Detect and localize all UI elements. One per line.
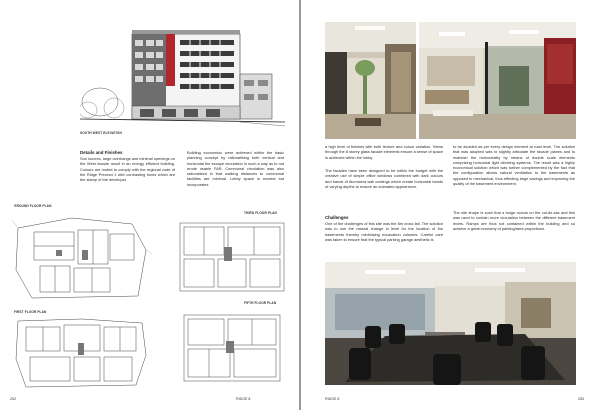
- elevation-caption: SOUTH WEST ELEVATION: [80, 131, 122, 135]
- office-interior-photo: [419, 22, 576, 139]
- lobby-photo: [325, 22, 416, 139]
- right-page: [301, 0, 600, 410]
- third-floor-plan-label: THIRD FLOOR PLAN: [244, 211, 277, 215]
- south-west-elevation-drawing: [80, 14, 285, 129]
- right-col1-facades: The facades have been designed to be within the budget with the creative use of simple office windows combined with dark colours and bands of Alumicera wall coatings which create horizontal bands of varying depths to ensure an animated appearance.: [325, 168, 443, 189]
- details-paragraph-col1: Sun louvres, large overhangs and minimal openings on the West facade result in an energy efficient building. Colours are muted to comply with the regional code of the Ridge Precinct 1 with contrasting tones which are the stamp of the developer.: [80, 156, 175, 183]
- folio-number-right: 253: [578, 397, 584, 401]
- ground-floor-plan-label: GROUND FLOOR PLAN: [14, 204, 52, 208]
- fifth-floor-plan-drawing: [176, 307, 288, 387]
- right-col1-intro: a high level of finishes with both texture and colour variation. Views through the 8 storey glass facade elements ensure a sense of space is achieved within the lobby.: [325, 144, 443, 160]
- left-page: [0, 0, 299, 410]
- right-col2-paragraph2: The site shape is such that a bulge occurs on the cul-de-sac and this was used to contain more circulation between the different basement levels. Ramps are thus not contained within the building and so achieve a great economy of parking/area proportions.: [453, 210, 575, 231]
- third-floor-plan-drawing: [176, 217, 288, 297]
- first-floor-plan-label: FIRST FLOOR PLAN: [14, 310, 47, 314]
- folio-number-left: 252: [10, 397, 16, 401]
- details-heading: Details and Finishes: [80, 150, 123, 155]
- first-floor-plan-drawing: [12, 315, 152, 390]
- challenges-heading: Challenges: [325, 215, 349, 220]
- folio-title-right: RIDGE 8: [325, 397, 340, 401]
- right-col1-challenges: One of the challenges of this site was the 8m cross fall. The solution was to use the natural change in level for the location of the basements thereby minimising excavation volumes. Careful care was taken to ensure that the typical parking garage aesthetic is: [325, 221, 443, 242]
- folio-title-left: RIDGE 8: [236, 397, 251, 401]
- ground-floor-plan-drawing: [12, 210, 152, 302]
- fifth-floor-plan-label: FIFTH FLOOR PLAN: [244, 301, 277, 305]
- boardroom-photo: [325, 262, 576, 385]
- details-paragraph-col2: Building economics were achieved within the basic planning concept by rationalising both vertical and horizontal fire escape circulation in such a way as to not erode usable FAR. Communal circulation was also rationalised in that walking distances to communal facilities are minimal. Lobby space is modest but incorporates: [187, 150, 284, 187]
- right-col2-paragraph1: to be avoided as per every design element at road level. The solution that was adopted was to slightly articulate the facade planes and to maintain the horizontality by means of double scale elements comprising horizontal light climbing systems. The result was a highly economical solution which was further complemented by the fact that the configuration allows natural ventilation to the basements as opposed to mechanical, thus effecting large savings and improving the quality of the basement environment.: [453, 144, 575, 187]
